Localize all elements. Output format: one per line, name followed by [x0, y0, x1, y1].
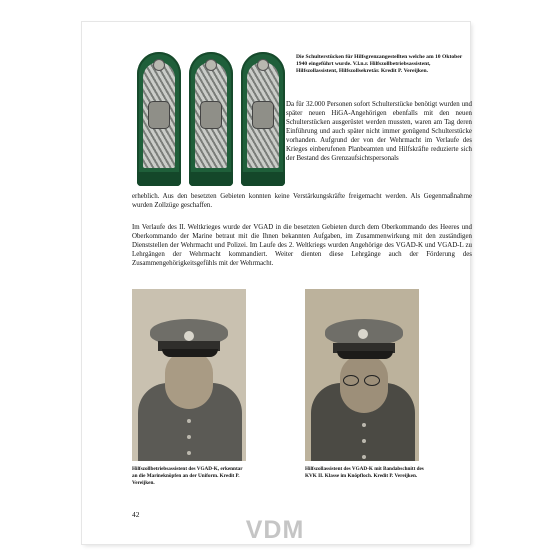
portrait-caption-left: Hilfszollbetriebsassistent des VGAD-K, erkenntar an die Marineknöpfen an der Uniform. Kredit P. Vereijken. — [132, 466, 243, 486]
paragraph-1-part-1: Da für 32.000 Personen sofort Schulterstücke benötigt wurden und später neuen HiGA-Angehörigen ebenfalls mit den neuen Schulterstücken ausgerüstet werden mussten, waren am Tag deren Einführung und auch später nicht immer genügend Schulterstücke vorhanden. Aufgrund der von der Wehrmacht im Verlaufe des Krieges einberufenen Planbeamten und Hilfskräfte reduzierte sich der Bestand des Grenzaufsichtspersonals — [286, 101, 472, 163]
portrait-photo-right — [305, 289, 419, 461]
page-number: 42 — [132, 510, 140, 519]
epaulettes-caption: Die Schulterstücken für Hilfsgrenzangestellten welche am 10 Oktober 1940 eingeführt wurde. V.l.n.r. Hilfszollbetriebsassistent, Hilfszollassistent, Hilfszollsekretär. Kredit P. Vereijken. — [296, 54, 463, 75]
watermark: VDM — [245, 516, 305, 544]
paragraph-2: Im Verlaufe des II. Weltkrieges wurde der VGAD in die besetzten Gebieten durch dem Oberkommando des Heeres und Oberkommando der Marine betraut mit die Ihnen bekannten Aufgaben, im Zusammenwirkung mit den zuständigen Dienststellen der Wehrmacht und Polizei. Im Laufe des 2. Weltkriegs wurden Angehörige des VGAD-K und VGAD-L zu Lehrgängen der Wehrmacht kommandiert. Weiter dienten diese Lehrgänge auch der Förderung des Zusammengehörigkeitsgefühls mit der Wehrmacht. — [132, 224, 472, 268]
portrait-photo-left — [132, 289, 246, 461]
epaulette-right — [241, 52, 285, 186]
epaulettes-photo — [137, 52, 287, 190]
epaulette-left — [137, 52, 181, 186]
epaulette-middle — [189, 52, 233, 186]
portrait-caption-right: Hilfszollassistent des VGAD-K mit Bandabschnitt des KVK II. Klasse im Knöpfloch. Kredit P. Vereijken. — [305, 466, 424, 479]
paragraph-1-part-2: erheblich. Aus den besetzten Gebieten konnten keine Verstärkungskräfte freigemacht werden. Als Gegenmaßnahme wurden Zollzüge geschaffen. — [132, 193, 472, 210]
